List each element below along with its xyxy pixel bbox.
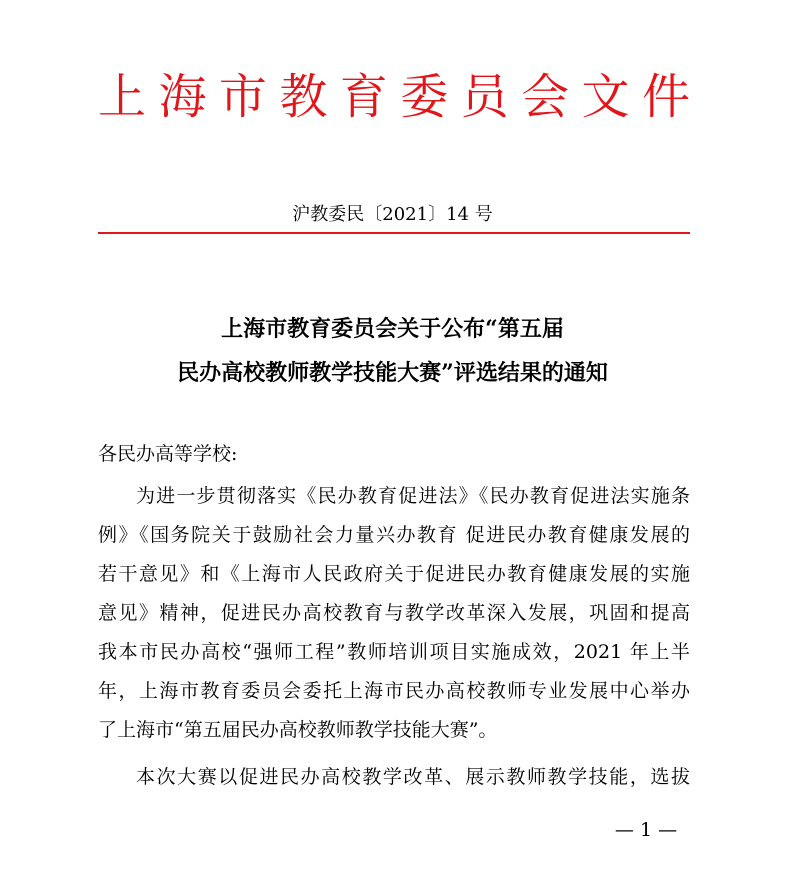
document-number: 沪教委民〔2021〕14 号 (292, 204, 493, 225)
notice-title-line-2: 民办高校教师教学技能大赛”评选结果的通知 (177, 360, 608, 386)
header-char: 上 (98, 69, 147, 125)
salutation: 各民办高等学校: (98, 443, 238, 465)
body-text-line: 我本市民办高校“强师工程”教师培训项目实施成效，2021 年上半 (98, 641, 690, 663)
header-char: 件 (641, 69, 690, 125)
body-text-line: 意见》精神，促进民办高校教育与教学改革深入发展，巩固和提高 (98, 602, 690, 624)
header-char: 委 (400, 69, 449, 125)
document-header-title (98, 62, 690, 132)
body-text-line: 了上海市“第五届民办高校教师教学技能大赛”。 (98, 719, 498, 741)
body-text-line: 例》《国务院关于鼓励社会力量兴办教育 促进民办教育健康发展的 (98, 524, 690, 546)
header-char: 员 (460, 69, 509, 125)
body-text-line: 若干意见》和《上海市人民政府关于促进民办教育健康发展的实施 (98, 563, 690, 585)
body-text-line: 年，上海市教育委员会委托上海市民办高校教师专业发展中心举办 (98, 680, 690, 702)
red-divider-line (98, 232, 690, 234)
notice-title-line-1: 上海市教育委员会关于公布“第五届 (221, 316, 564, 342)
header-char: 海 (158, 69, 207, 125)
header-char: 会 (521, 69, 570, 125)
header-char: 育 (339, 69, 388, 125)
body-text-line: 为进一步贯彻落实《民办教育促进法》《民办教育促进法实施条 (136, 485, 690, 507)
body-text-line: 本次大赛以促进民办高校教学改革、展示教师教学技能，选拔 (136, 766, 690, 788)
header-char: 市 (218, 69, 267, 125)
page-number: — 1 — (614, 819, 678, 841)
header-char: 文 (581, 69, 630, 125)
header-char: 教 (279, 69, 328, 125)
